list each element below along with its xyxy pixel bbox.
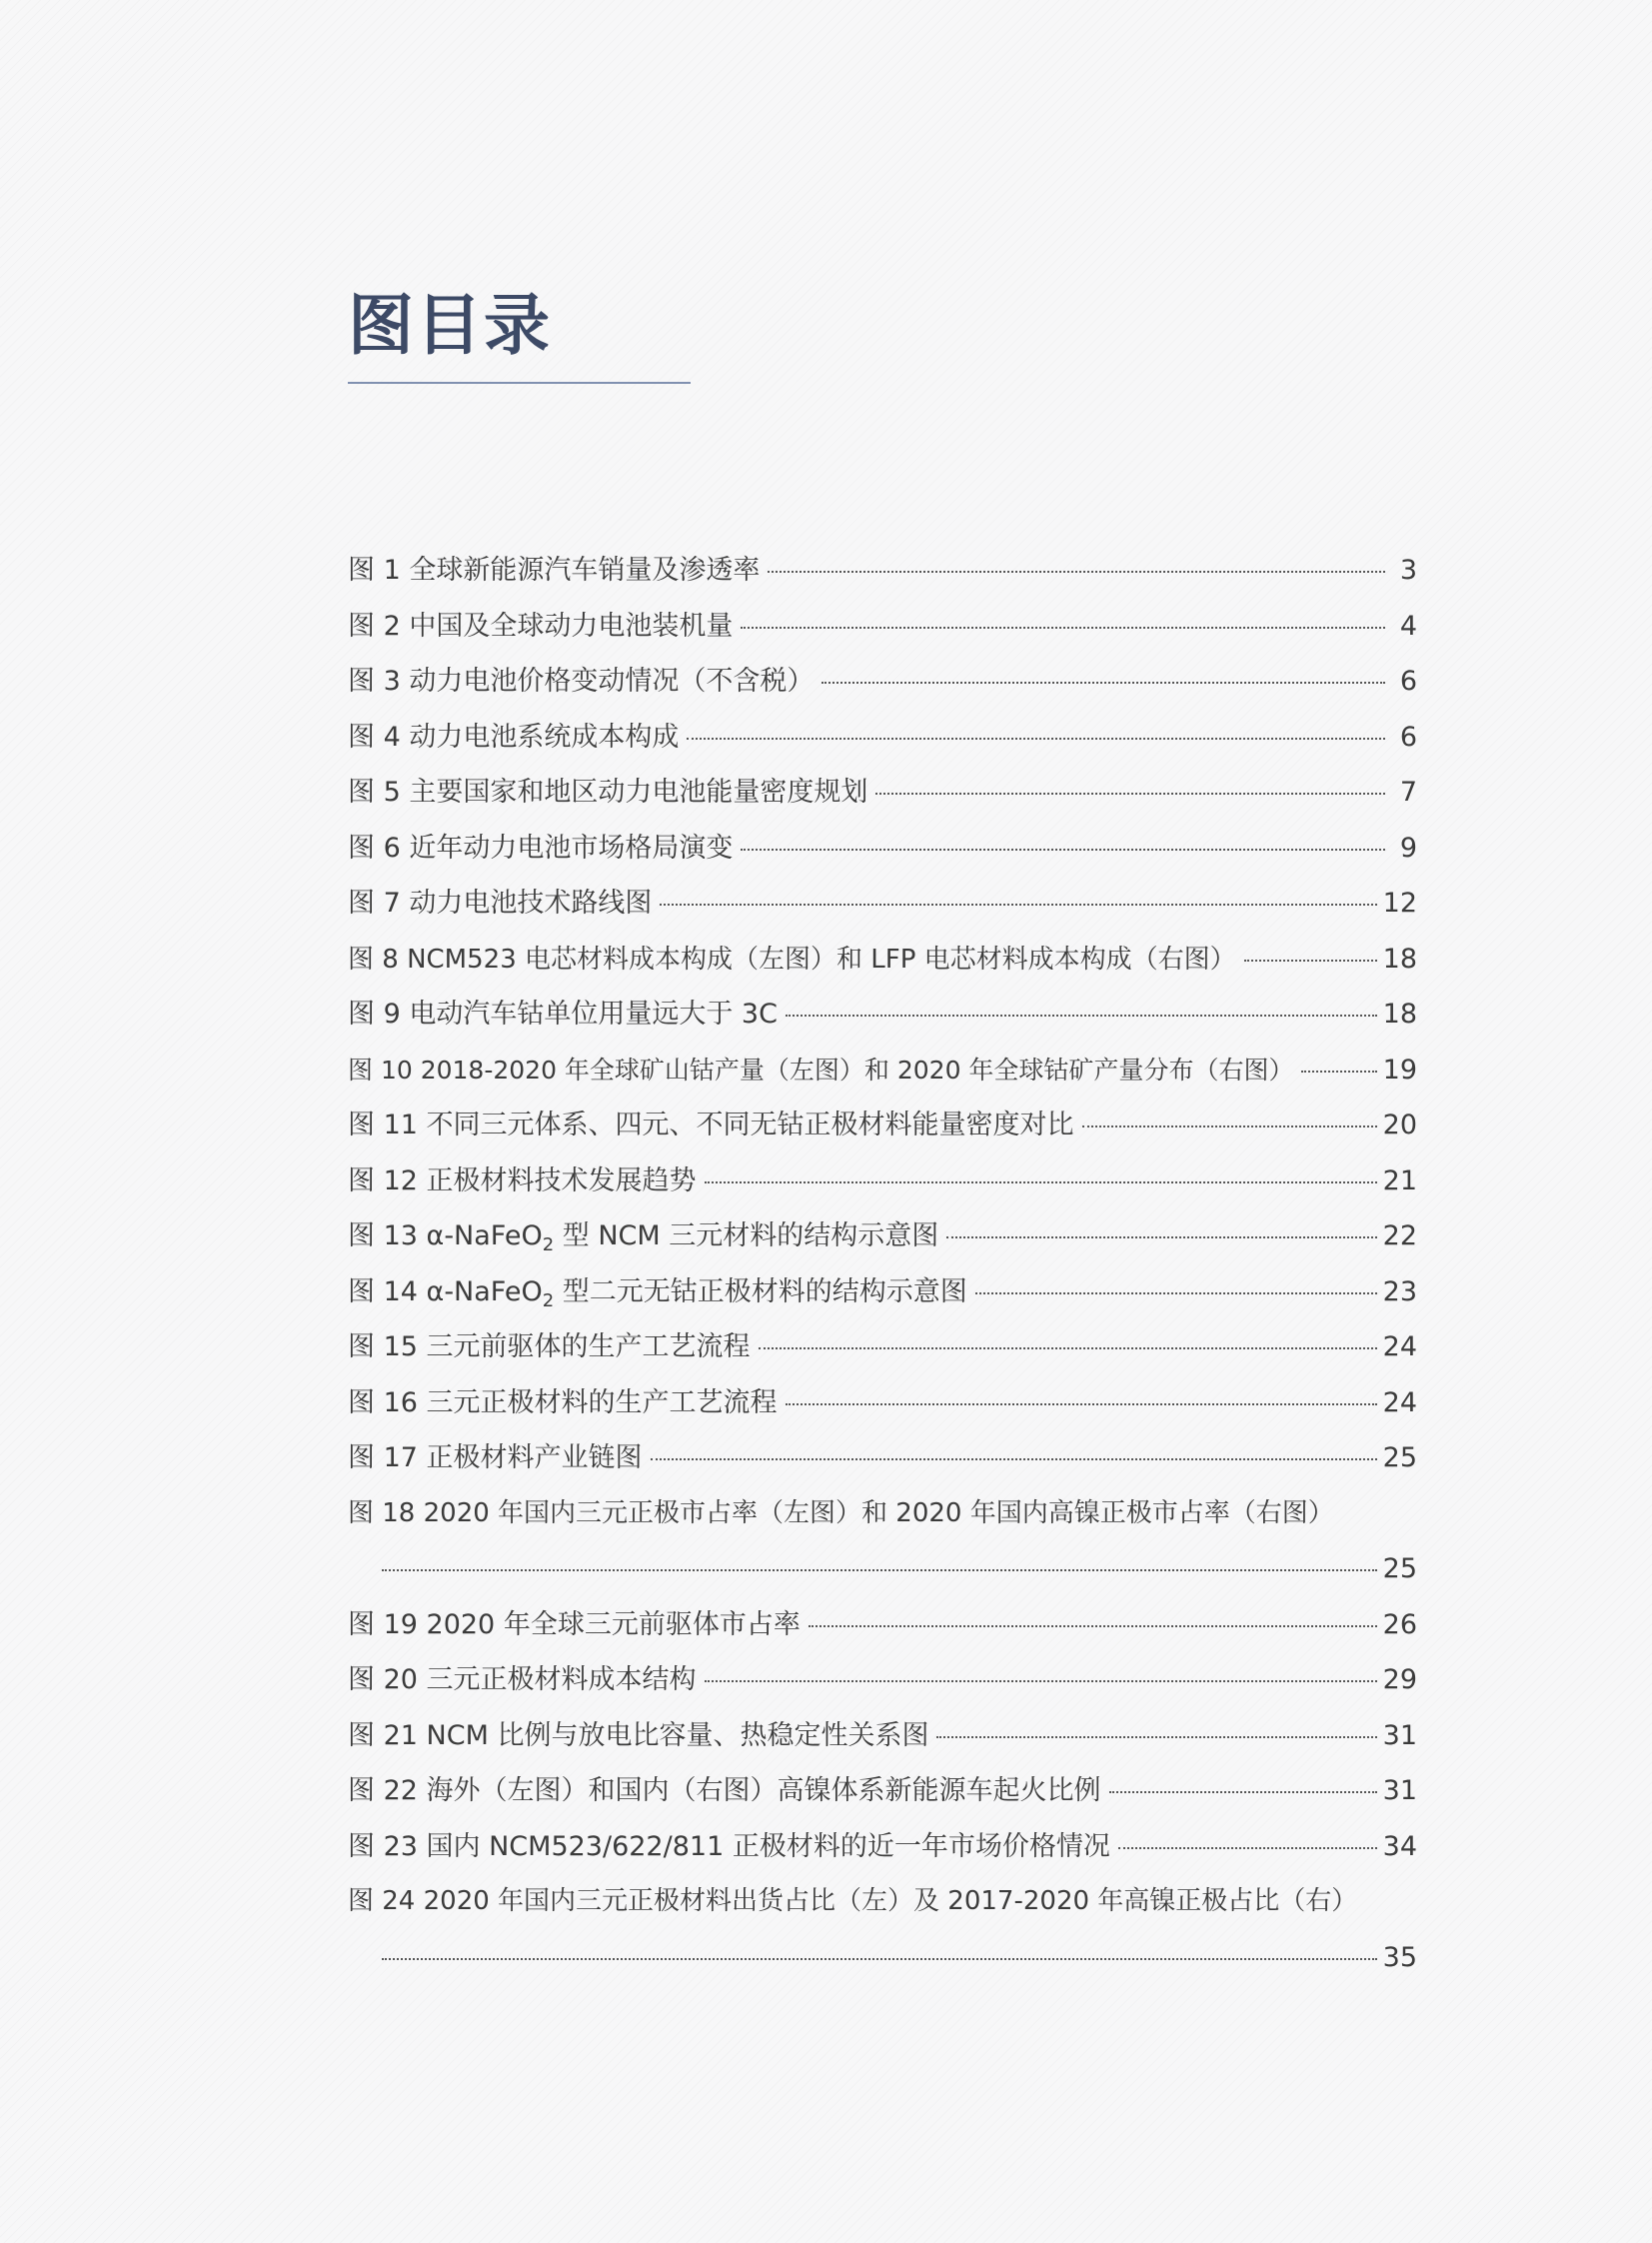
toc-entry-label: 图 13 α-NaFeO$_2$ 型 NCM 三元材料的结构示意图 xyxy=(348,1220,939,1255)
toc-entry-page: 26 xyxy=(1382,1608,1417,1640)
toc-entry[interactable] xyxy=(348,765,1417,821)
leader-dots xyxy=(687,738,1385,740)
leader-dots xyxy=(786,1403,1377,1405)
toc-entry-label: 图 10 2018-2020 年全球矿山钴产量（左图）和 2020 年全球钴矿产量分布（右图） xyxy=(348,1055,1294,1085)
toc-entry-label: 图 6 近年动力电池市场格局演变 xyxy=(348,832,734,864)
toc-entry-label: 图 1 全球新能源汽车销量及渗透率 xyxy=(348,555,761,586)
toc-entry[interactable] xyxy=(348,1708,1417,1764)
leader-dots xyxy=(786,1015,1377,1017)
toc-entry[interactable] xyxy=(348,1043,1417,1099)
toc-entry[interactable] xyxy=(348,543,1417,599)
toc-entry[interactable] xyxy=(348,1597,1417,1653)
toc-entry-label: 图 22 海外（左图）和国内（右图）高镍体系新能源车起火比例 xyxy=(348,1775,1101,1806)
toc-entry[interactable] xyxy=(348,1652,1417,1708)
toc-entry-label: 图 7 动力电池技术路线图 xyxy=(348,888,653,919)
toc-entry[interactable] xyxy=(348,1208,1417,1264)
toc-entry[interactable] xyxy=(348,1319,1417,1375)
toc-entry[interactable] xyxy=(348,599,1417,655)
toc-entry-page: 4 xyxy=(1399,610,1417,642)
toc-entry-label: 图 19 2020 年全球三元前驱体市占率 xyxy=(348,1608,801,1640)
toc-entry-page: 12 xyxy=(1382,888,1417,919)
toc-entry-page: 18 xyxy=(1382,943,1417,975)
toc-entry-page: 31 xyxy=(1382,1775,1417,1806)
toc-entry-page: 31 xyxy=(1382,1719,1417,1751)
leader-dots xyxy=(822,682,1385,684)
toc-entry-page: 18 xyxy=(1382,999,1417,1030)
toc-entry-page: 22 xyxy=(1382,1220,1417,1251)
toc-entry-label: 图 23 国内 NCM523/622/811 正极材料的近一年市场价格情况 xyxy=(348,1830,1110,1862)
toc-entry-page: 9 xyxy=(1399,832,1417,864)
toc-entry[interactable] xyxy=(348,1763,1417,1819)
leader-dots xyxy=(936,1736,1376,1738)
leader-dots xyxy=(382,1958,1377,1960)
toc-entry-label: 图 5 主要国家和地区动力电池能量密度规划 xyxy=(348,777,868,808)
leader-dots xyxy=(705,1680,1377,1682)
toc-entry-label: 图 11 不同三元体系、四元、不同无钴正极材料能量密度对比 xyxy=(348,1110,1074,1140)
toc-entry-label: 图 4 动力电池系统成本构成 xyxy=(348,721,680,753)
toc-entry-page: 21 xyxy=(1382,1164,1417,1196)
toc-entry-label: 图 24 2020 年国内三元正极材料出货占比（左）及 2017-2020 年高镍正极占比（右） xyxy=(348,1886,1358,1916)
toc-entry[interactable] xyxy=(348,1153,1417,1209)
toc-entry[interactable] xyxy=(348,654,1417,710)
toc-entry-page: 6 xyxy=(1399,721,1417,753)
leader-dots xyxy=(741,627,1385,629)
leader-dots xyxy=(809,1625,1377,1627)
title-underline xyxy=(348,382,691,384)
toc-entry-label: 图 14 α-NaFeO$_2$ 型二元无钴正极材料的结构示意图 xyxy=(348,1275,967,1311)
toc-entry-page: 6 xyxy=(1399,666,1417,697)
leader-dots xyxy=(1109,1791,1377,1793)
leader-dots xyxy=(741,849,1385,851)
toc-entry-label: 图 2 中国及全球动力电池装机量 xyxy=(348,610,734,642)
toc-entry-page: 25 xyxy=(1382,1553,1417,1584)
toc-entry[interactable] xyxy=(348,1486,1417,1597)
toc-entry-label: 图 9 电动汽车钴单位用量远大于 3C xyxy=(348,999,778,1030)
toc-entry-page: 35 xyxy=(1382,1941,1417,1973)
leader-dots xyxy=(705,1181,1377,1183)
toc-entry[interactable] xyxy=(348,1098,1417,1153)
toc-entry[interactable] xyxy=(348,1264,1417,1320)
toc-entry-label: 图 17 正极材料产业链图 xyxy=(348,1442,643,1473)
toc-entry-page: 29 xyxy=(1382,1664,1417,1695)
toc-entry-page: 24 xyxy=(1382,1331,1417,1362)
leader-dots xyxy=(382,1569,1377,1571)
toc-entry-page: 19 xyxy=(1382,1054,1417,1086)
leader-dots xyxy=(651,1458,1377,1460)
toc-entry[interactable] xyxy=(348,821,1417,877)
toc-entry[interactable] xyxy=(348,710,1417,766)
toc-entry-page: 25 xyxy=(1382,1442,1417,1473)
toc-entry-page: 7 xyxy=(1399,777,1417,808)
toc-entry[interactable] xyxy=(348,987,1417,1043)
toc-entry-label: 图 3 动力电池价格变动情况（不含税） xyxy=(348,666,815,697)
leader-dots xyxy=(975,1292,1377,1294)
toc-entry[interactable] xyxy=(348,932,1417,988)
toc-entry-label: 图 16 三元正极材料的生产工艺流程 xyxy=(348,1386,778,1418)
toc-entry[interactable] xyxy=(348,1375,1417,1431)
toc-entry-page: 20 xyxy=(1382,1110,1417,1140)
leader-dots xyxy=(875,793,1385,795)
toc-entry[interactable] xyxy=(348,1874,1417,1985)
toc-entry-label: 图 18 2020 年国内三元正极市占率（左图）和 2020 年国内高镍正极市占率（右图） xyxy=(348,1497,1334,1528)
toc-entry-page: 23 xyxy=(1382,1275,1417,1307)
toc-entry[interactable] xyxy=(348,1430,1417,1486)
leader-dots xyxy=(1118,1847,1377,1849)
toc-entry-label: 图 15 三元前驱体的生产工艺流程 xyxy=(348,1331,751,1362)
figure-list xyxy=(348,543,1417,1985)
leader-dots xyxy=(1301,1071,1376,1073)
toc-entry[interactable] xyxy=(348,876,1417,932)
toc-entry-label: 图 21 NCM 比例与放电比容量、热稳定性关系图 xyxy=(348,1719,929,1751)
leader-dots xyxy=(660,904,1376,906)
page-title: 图目录 xyxy=(348,287,552,364)
toc-entry[interactable] xyxy=(348,1819,1417,1875)
leader-dots xyxy=(946,1236,1376,1238)
toc-entry-label: 图 8 NCM523 电芯材料成本构成（左图）和 LFP 电芯材料成本构成（右图） xyxy=(348,944,1236,975)
leader-dots xyxy=(759,1347,1377,1349)
toc-entry-label: 图 12 正极材料技术发展趋势 xyxy=(348,1164,697,1196)
leader-dots xyxy=(1082,1125,1377,1127)
toc-entry-page: 24 xyxy=(1382,1386,1417,1418)
leader-dots xyxy=(768,571,1385,573)
toc-entry-page: 3 xyxy=(1399,555,1417,586)
toc-entry-page: 34 xyxy=(1382,1830,1417,1862)
leader-dots xyxy=(1244,960,1377,962)
toc-entry-label: 图 20 三元正极材料成本结构 xyxy=(348,1664,697,1695)
